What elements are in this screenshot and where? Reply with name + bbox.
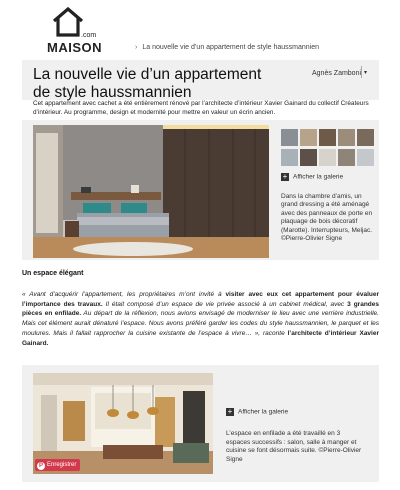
gallery-thumbnail[interactable] <box>319 149 336 166</box>
photo-caption: L’espace en enfilade a été travaillé en 3 espaces successifs : salon, salle à manger et cuisine se font désormais suite. ©Pierre-Olivier Signe <box>226 430 362 463</box>
gallery-thumbnails <box>281 129 375 167</box>
bedroom-photo[interactable] <box>33 125 269 258</box>
save-button[interactable] <box>35 459 80 471</box>
logo-wordmark: MAISON <box>47 40 102 55</box>
quote-text: Il était composé d’un espace de vie privée associé à un cabinet médical, avec <box>102 300 348 308</box>
breadcrumb-current[interactable]: La nouvelle vie d’un appartement de style haussmannien <box>142 44 320 51</box>
page-title: La nouvelle vie d’un appartement de style haussmannien <box>33 66 262 101</box>
gallery-thumbnail[interactable] <box>300 149 317 166</box>
quote-text: « Avant d’acquérir l’appartement, les propriétaires m’ont invité à <box>22 291 226 298</box>
gallery-thumbnail[interactable] <box>281 149 298 166</box>
author-name[interactable]: Agnès Zamboni <box>312 70 362 77</box>
gallery-thumbnail[interactable] <box>357 129 374 146</box>
article-lead: Cet appartement avec cachet a été entièrement rénové par l’architecte d’intérieur Xavier Gainard du collectif Créateurs d’intérieur. Au programme, design et modernité pour mettre en valeur un écrin ancien. <box>33 100 369 116</box>
quote-emphasis: visiter avec eux cet appartement pour évaluer l’importance des travaux. <box>22 291 379 308</box>
chevron-down-icon[interactable]: ▾ <box>364 70 368 76</box>
plus-icon: + <box>227 407 233 416</box>
article-quote <box>22 290 379 348</box>
photo-caption: Dans la chambre d’amis, un grand dressing a été aménagé avec des panneaux de porte en plaquage de bois décoratif (Marotte). Interrupteurs, Meljac. ©Pierre-Olivier Signe <box>281 193 373 243</box>
plus-icon: + <box>282 172 288 181</box>
quote-emphasis: 3 grandes pièces en enfilade. <box>22 300 379 318</box>
gallery-thumbnail[interactable] <box>338 149 355 166</box>
author-divider <box>361 66 362 78</box>
gallery-thumbnail[interactable] <box>300 129 317 146</box>
breadcrumb <box>135 44 319 51</box>
show-gallery-label: Afficher la galerie <box>293 173 344 181</box>
show-gallery-link[interactable] <box>281 173 343 181</box>
gallery-thumbnail[interactable] <box>319 129 336 146</box>
pinterest-icon: P <box>38 463 43 469</box>
logo-domain-suffix: .com <box>81 32 97 39</box>
section-heading: Un espace élégant <box>22 270 84 277</box>
house-logo-icon <box>51 7 85 37</box>
gallery-thumbnail[interactable] <box>338 129 355 146</box>
quote-text: Au départ de la réflexion, nous avions envisagé de moderniser le lieu avec une verrière industrielle. Mais cet élément aurait dénaturé l’espace. Nous avons préféré garder les codes du style haussmannien, le parquet et les moulures. Mais il fallait rapprocher la cuisine existante de l’espace à vivre… », raconte <box>22 310 379 337</box>
gallery-thumbnail[interactable] <box>357 149 374 166</box>
show-gallery-label: Afficher la galerie <box>238 408 289 416</box>
quote-emphasis: l’architecte d’intérieur Xavier Gainard. <box>22 329 379 347</box>
show-gallery-link[interactable] <box>226 408 288 416</box>
breadcrumb-separator: › <box>135 44 138 51</box>
site-logo[interactable] <box>47 7 102 55</box>
save-button-label: Enregistrer <box>47 462 77 468</box>
gallery-thumbnail[interactable] <box>281 129 298 146</box>
site-header <box>0 0 400 58</box>
